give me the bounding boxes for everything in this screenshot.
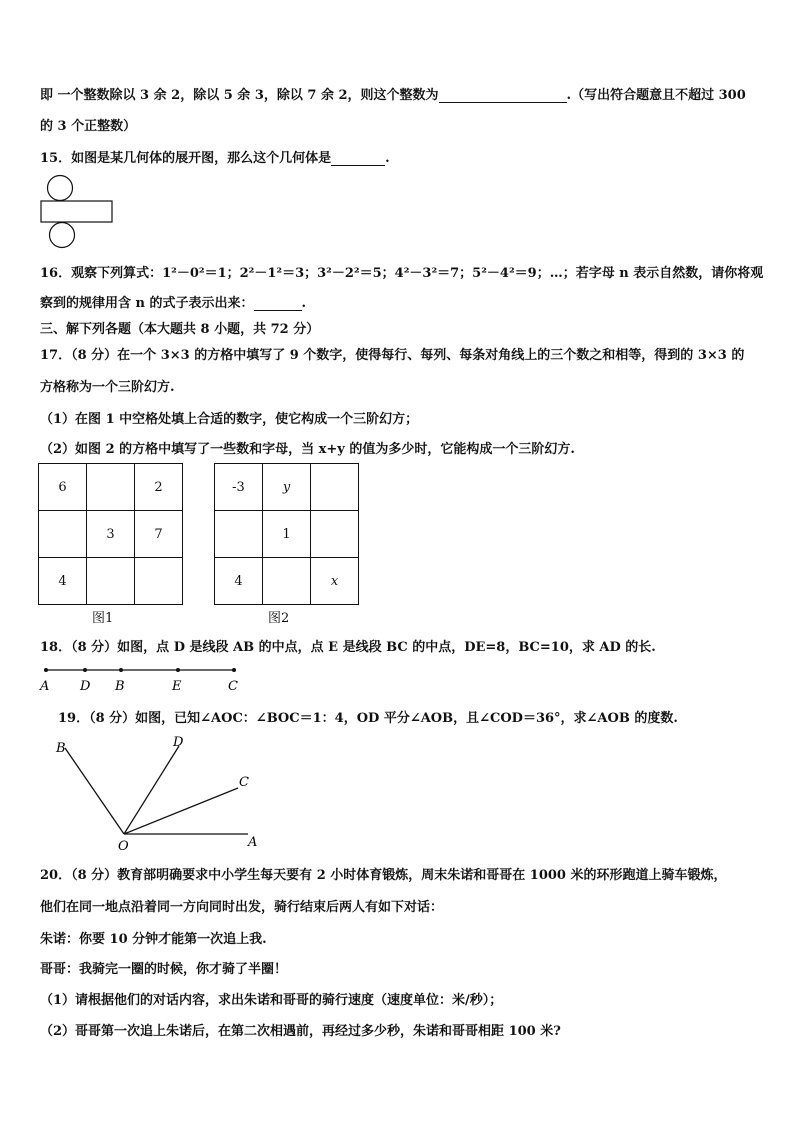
label-c: C (228, 679, 238, 694)
ray-ob (65, 748, 124, 834)
grid-cell (87, 558, 135, 605)
label-d: D (80, 679, 91, 694)
ray-oc (124, 788, 238, 834)
magic-square-figure-1 (38, 463, 183, 605)
grid-cell: 1 (263, 511, 311, 558)
point-d (83, 668, 87, 672)
grid-cell (135, 558, 183, 605)
label-o: O (118, 839, 129, 854)
q20-line3: 朱诺：你要 10 分钟才能第一次追上我. (40, 932, 267, 947)
grid-cell (311, 511, 359, 558)
grid-cell: 4 (215, 558, 263, 605)
label-d: D (173, 735, 184, 750)
grid-cell (263, 558, 311, 605)
point-b (119, 668, 123, 672)
answer-blank[interactable] (254, 296, 302, 311)
label-c: C (239, 775, 249, 790)
grid-row (39, 464, 183, 511)
figure-1-label: 图1 (92, 611, 114, 626)
grid-row (215, 511, 359, 558)
angle-figure (52, 732, 264, 854)
grid-cell: 7 (135, 511, 183, 558)
answer-blank[interactable] (331, 151, 385, 166)
q20-line2: 他们在同一地点沿着同一方向同时出发，骑行结束后两人有如下对话： (40, 900, 444, 915)
grid-cell (215, 511, 263, 558)
line-segment-figure (34, 660, 254, 694)
point-e (176, 668, 180, 672)
q17-part1: （1）在图 1 中空格处填上合适的数字，使它构成一个三阶幻方； (40, 412, 419, 427)
label-a: A (248, 835, 258, 850)
side-rectangle (41, 201, 112, 222)
q20-part2: （2）哥哥第一次追上朱诺后，在第二次相遇前，再经过多少秒，朱诺和哥哥相距 100 米? (40, 1024, 561, 1039)
top-circle (48, 176, 73, 201)
grid-cell: 2 (135, 464, 183, 511)
grid-cell (311, 464, 359, 511)
label-b: B (56, 741, 66, 756)
q16-line2: 察到的规律用含 n 的式子表示出来： . (40, 296, 307, 311)
grid-cell: 3 (87, 511, 135, 558)
label-b: B (115, 679, 125, 694)
section-heading: 三、解下列各题（本大题共 8 小题，共 72 分） (40, 322, 320, 337)
q17-line2: 方格称为一个三阶幻方. (40, 380, 175, 395)
q14-line2: 的 3 个正整数） (40, 119, 137, 134)
label-a: A (40, 679, 50, 694)
grid-cell: 6 (39, 464, 87, 511)
grid-cell (39, 511, 87, 558)
grid-row (39, 558, 183, 605)
grid-row (215, 558, 359, 605)
grid-cell: x (311, 558, 359, 605)
q20-line1: 20．（8 分）教育部明确要求中小学生每天要有 2 小时体育锻炼，周末朱诺和哥哥在 1000 米的环形跑道上骑车锻炼， (40, 868, 727, 883)
label-e: E (172, 679, 182, 694)
answer-blank[interactable] (439, 88, 567, 103)
q17-part2: （2）如图 2 的方格中填写了一些数和字母，当 x+y 的值为多少时，它能构成一个三阶幻方. (40, 442, 575, 457)
q20-part1: （1）请根据他们的对话内容，求出朱诺和哥哥的骑行速度（速度单位：米/秒）； (40, 993, 503, 1008)
q16-line1: 16．观察下列算式：1²－0²＝1；2²－1²＝3；3²－2²＝5；4²－3²＝7；5²－4²＝9；…；若字母 n 表示自然数，请你将观 (40, 266, 764, 281)
q14-line1: 即 一个整数除以 3 余 2，除以 5 余 3，除以 7 余 2，则这个整数为 .（写出符合题意且不超过 300 (40, 88, 746, 103)
q15-question: 15．如图是某几何体的展开图，那么这个几何体是 . (40, 151, 390, 166)
ray-od (124, 746, 179, 834)
q19-question: 19．（8 分）如图，已知∠AOC：∠BOC＝1：4，OD 平分∠AOB，且∠COD＝36°，求∠AOB 的度数. (58, 711, 678, 726)
q17-line1: 17．（8 分）在一个 3×3 的方格中填写了 9 个数字，使得每行、每列、每条对角线上的三个数之和相等，得到的 3×3 的 (40, 348, 745, 363)
grid-row (215, 464, 359, 511)
point-c (232, 668, 236, 672)
bottom-circle (50, 223, 75, 248)
magic-square-figure-2 (214, 463, 359, 605)
q18-question: 18．（8 分）如图，点 D 是线段 AB 的中点，点 E 是线段 BC 的中点，DE=8，BC=10，求 AD 的长. (40, 640, 656, 655)
grid-row (39, 511, 183, 558)
point-a (44, 668, 48, 672)
q20-line4: 哥哥：我骑完一圈的时候，你才骑了半圈！ (40, 962, 288, 977)
grid-cell: -3 (215, 464, 263, 511)
figure-2-label: 图2 (268, 611, 290, 626)
grid-cell (87, 464, 135, 511)
cylinder-net-figure (36, 172, 120, 250)
grid-cell: 4 (39, 558, 87, 605)
grid-cell: y (263, 464, 311, 511)
